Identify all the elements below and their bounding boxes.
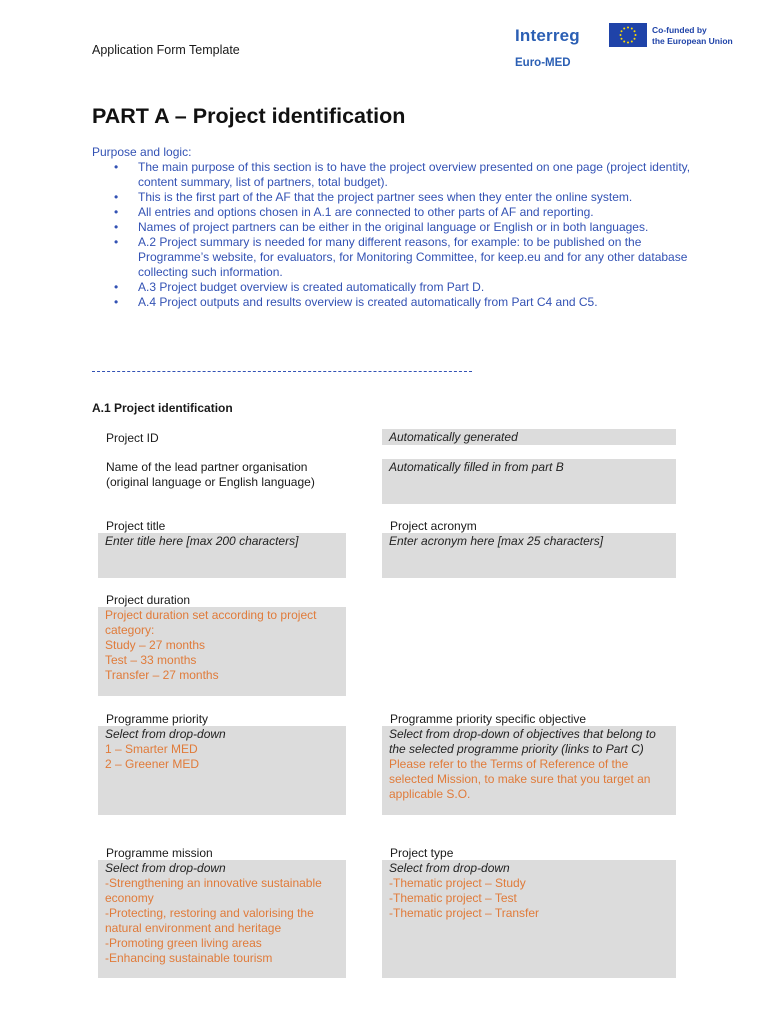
project-id-field: Automatically generated — [382, 429, 676, 445]
eu-cofunded-text — [652, 25, 733, 47]
project-title-field[interactable]: Enter title here [max 200 characters] — [98, 533, 346, 578]
priority-option[interactable]: 1 – Smarter MED — [105, 742, 198, 756]
type-option[interactable]: -Thematic project – Test — [389, 891, 517, 905]
euromed-label: Euro-MED — [515, 57, 571, 69]
mission-option[interactable]: -Protecting, restoring and valorising the natural environment and heritage — [105, 906, 314, 935]
mission-hint: Select from drop-down — [105, 861, 226, 875]
project-type-label: Project type — [390, 846, 454, 860]
document-header-title: Application Form Template — [92, 43, 240, 57]
specific-objective-label: Programme priority specific objective — [390, 712, 587, 726]
priority-option[interactable]: 2 – Greener MED — [105, 757, 200, 771]
purpose-item: • The main purpose of this section is to have the project overview presented on one page (project identity, content summary, list of partners, total budget). — [138, 160, 692, 190]
type-option[interactable]: -Thematic project – Transfer — [389, 906, 540, 920]
lead-partner-label: Name of the lead partner organisation (original language or English language) — [106, 460, 315, 489]
mission-option[interactable]: -Enhancing sustainable tourism — [105, 951, 273, 965]
purpose-item: • A.2 Project summary is needed for many different reasons, for example: to be published on the Programme’s website, for evaluators, for Monitoring Committee, for keep.eu and for any other database collecting such information. — [138, 235, 692, 280]
purpose-item: • A.4 Project outputs and results overview is created automatically from Part C4 and C5. — [138, 295, 692, 310]
project-acronym-field[interactable]: Enter acronym here [max 25 characters] — [382, 533, 676, 578]
section-heading: A.1 Project identification — [92, 401, 233, 415]
type-option[interactable]: -Thematic project – Study — [389, 876, 526, 890]
purpose-item: • A.3 Project budget overview is created automatically from Part D. — [138, 280, 692, 295]
objective-hint: Select from drop-down of objectives that belong to the selected programme priority (links to Part C) — [389, 727, 656, 756]
objective-note: Please refer to the Terms of Reference of the selected Mission, to make sure that you target an applicable S.O. — [389, 757, 651, 801]
purpose-item: • All entries and options chosen in A.1 are connected to other parts of AF and reporting. — [138, 205, 692, 220]
programme-mission-label: Programme mission — [106, 846, 213, 860]
project-title-label: Project title — [106, 519, 166, 533]
duration-line: Study – 27 months — [105, 638, 206, 652]
mission-option[interactable]: -Promoting green living areas — [105, 936, 262, 950]
purpose-list — [92, 160, 692, 310]
mission-option[interactable]: -Strengthening an innovative sustainable economy — [105, 876, 322, 905]
type-hint: Select from drop-down — [389, 861, 510, 875]
priority-hint: Select from drop-down — [105, 727, 226, 741]
eu-flag-icon — [609, 23, 647, 47]
project-duration-label: Project duration — [106, 593, 191, 607]
duration-line: Transfer – 27 months — [105, 668, 219, 682]
duration-line: Project duration set according to project category: — [105, 608, 317, 637]
divider — [92, 371, 472, 372]
project-acronym-label: Project acronym — [390, 519, 477, 533]
page-title: PART A – Project identification — [92, 104, 406, 128]
programme-priority-dropdown[interactable] — [98, 726, 346, 815]
project-duration-field — [98, 607, 346, 696]
purpose-item: • This is the first part of the AF that the project partner sees when they enter the online system. — [138, 190, 692, 205]
programme-priority-label: Programme priority — [106, 712, 209, 726]
purpose-item: • Names of project partners can be either in the original language or English or in both languages. — [138, 220, 692, 235]
interreg-logo: Interreg — [515, 26, 580, 45]
programme-mission-dropdown[interactable] — [98, 860, 346, 978]
specific-objective-dropdown[interactable] — [382, 726, 676, 815]
duration-line: Test – 33 months — [105, 653, 197, 667]
eu-text-line1: Co-funded by — [652, 25, 707, 35]
project-type-dropdown[interactable] — [382, 860, 676, 978]
purpose-heading: Purpose and logic: — [92, 145, 192, 159]
eu-text-line2: the European Union — [652, 36, 733, 46]
project-id-label: Project ID — [106, 431, 159, 445]
purpose-block — [92, 145, 692, 310]
lead-partner-field: Automatically filled in from part B — [382, 459, 676, 504]
